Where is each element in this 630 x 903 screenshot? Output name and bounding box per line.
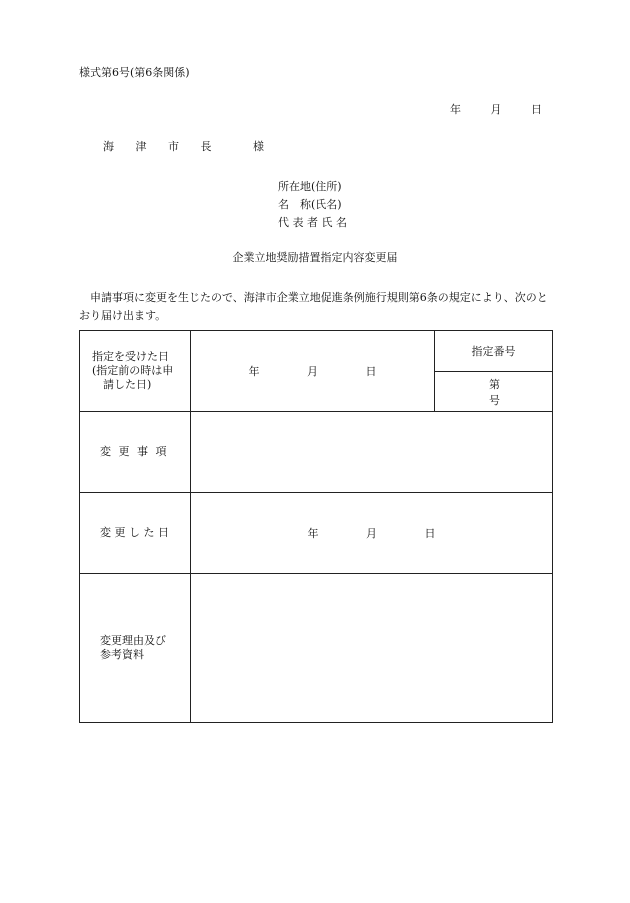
designated-year: 年 bbox=[248, 365, 260, 378]
form-number: 様式第6号(第6条関係) bbox=[79, 66, 190, 79]
applicant-location: 所在地(住所) bbox=[278, 180, 342, 193]
designation-number-label-cell bbox=[435, 331, 553, 372]
designated-date-label-cell bbox=[80, 331, 191, 412]
applicant-block bbox=[278, 178, 347, 232]
submission-date bbox=[450, 103, 542, 117]
change-items-value-cell[interactable] bbox=[191, 412, 553, 493]
change-form-table bbox=[79, 330, 553, 723]
designated-day: 日 bbox=[365, 365, 377, 378]
change-items-label-cell bbox=[80, 412, 191, 493]
designated-month: 月 bbox=[307, 365, 318, 378]
reason-value-cell[interactable] bbox=[191, 574, 553, 723]
change-date-label: 変 更 し た 日 bbox=[100, 526, 169, 539]
designation-number-prefix: 第 bbox=[489, 377, 500, 391]
designation-number-suffix: 号 bbox=[489, 393, 500, 407]
designated-date-label-line2: (指定前の時は申 bbox=[92, 364, 174, 377]
change-date-label-cell bbox=[80, 493, 191, 574]
designation-number-value-cell[interactable] bbox=[435, 372, 553, 412]
change-year: 年 bbox=[307, 527, 319, 540]
designation-number-label: 指定番号 bbox=[471, 345, 516, 358]
designated-date-value-cell[interactable] bbox=[191, 331, 435, 412]
designated-date-label-line3: 請した日) bbox=[103, 378, 152, 391]
applicant-representative: 代 表 者 氏 名 bbox=[278, 216, 347, 229]
body-text bbox=[79, 289, 551, 325]
document-title: 企業立地奨励措置指定内容変更届 bbox=[232, 251, 398, 264]
date-month: 月 bbox=[490, 103, 502, 116]
change-month: 月 bbox=[366, 527, 377, 540]
date-year: 年 bbox=[450, 103, 461, 116]
addressee: 海 津 市 長 様 bbox=[103, 140, 273, 153]
body-paragraph: 申請事項に変更を生じたので、海津市企業立地促進条例施行規則第6条の規定により、次のとおり届け出ます。 bbox=[79, 291, 548, 322]
reason-label-cell bbox=[80, 574, 191, 723]
date-day: 日 bbox=[531, 103, 542, 116]
change-items-label: 変 更 事 項 bbox=[100, 445, 169, 458]
applicant-name: 名 称(氏名) bbox=[278, 198, 342, 211]
reason-label-line2: 参考資料 bbox=[100, 648, 144, 661]
reason-label-line1: 変更理由及び bbox=[100, 634, 166, 647]
change-date-value-cell[interactable] bbox=[191, 493, 553, 574]
change-day: 日 bbox=[424, 527, 436, 540]
designated-date-label-line1: 指定を受けた日 bbox=[92, 350, 169, 363]
